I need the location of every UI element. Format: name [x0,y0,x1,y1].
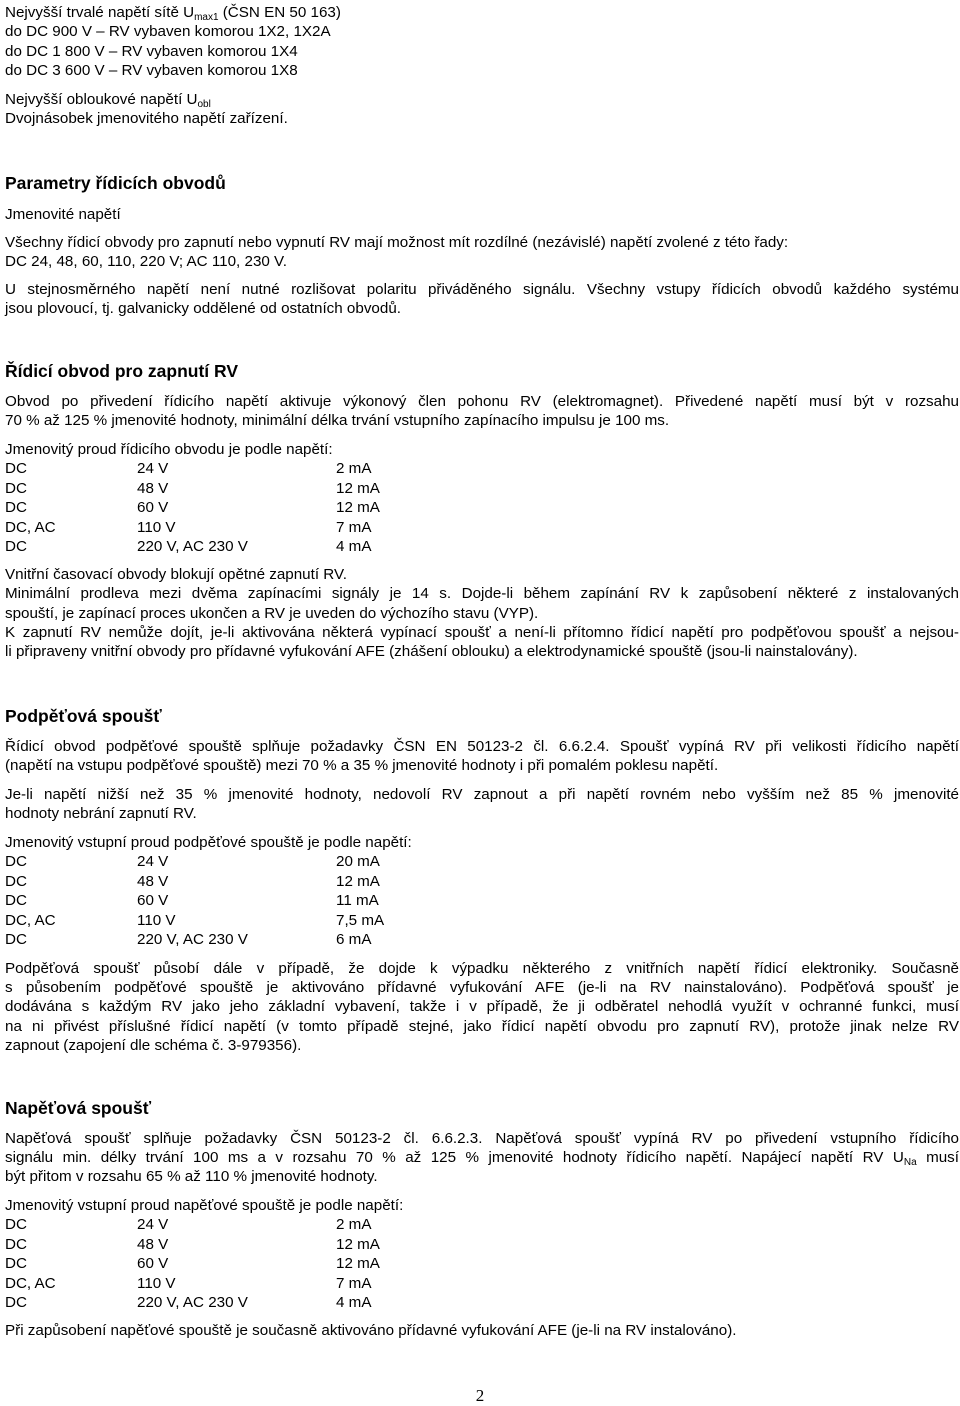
s3-current-table [5,852,525,950]
table-row: DC 220 V, AC 230 V 6 mA [5,931,372,949]
s2-paragraph-2: Vnitřní časovací obvody blokují opětné zapnutí RV. [5,566,347,583]
s1-paragraph-1-line-2: DC 24, 48, 60, 110, 220 V; AC 110, 230 V. [5,253,288,270]
s3-paragraph-2-line-2: hodnoty nebrání zapnutí RV. [5,805,197,822]
page-number: 2 [475,1386,485,1405]
table-row: DC 48 V 12 mA [5,479,380,497]
intro-line-2: do DC 900 V – RV vybaven komorou 1X2, 1X2A [5,23,331,40]
s4-table-title: Jmenovitý vstupní proud napěťové spouště je podle napětí: [5,1197,404,1214]
s2-paragraph-3-line-1: Minimální prodleva mezi dvěma zapínacími signály je 14 s. Dojde-li během zapínání RV k zapůsobení některé z instalovaných [5,585,959,602]
s3-paragraph-1-line-1: Řídicí obvod podpěťové spouště splňuje požadavky ČSN EN 50123-2 čl. 6.6.2.4. Spoušť vypíná RV při velikosti řídicího napětí [5,738,959,755]
s4-paragraph-1-line-1: Napěťová spoušť splňuje požadavky ČSN 50123-2 čl. 6.6.2.3. Napěťová spoušť vypíná RV po přivedení vstupního řídicího [5,1130,959,1147]
intro-line-1: Nejvyšší trvalé napětí sítě $U_{max1}$ (ČSN EN 50 163) [5,4,341,23]
table-row: DC, AC 110 V 7 mA [5,1274,372,1292]
section-heading-closing-circuit: Řídicí obvod pro zapnutí RV [5,361,239,381]
s1-paragraph-2-line-1: U stejnosměrného napětí není nutné rozlišovat polaritu přiváděného signálu. Všechny vstupy řídicích obvodů každého systému [5,281,959,298]
s2-current-table [5,459,525,557]
s3-paragraph-3-line-1: Podpěťová spoušť působí dále v případě, že dojde k výpadku některého z vnitřních napětí řídicí elektroniky. Současně [5,960,959,977]
table-row: DC 220 V, AC 230 V 4 mA [5,1294,372,1312]
intro-line-6: Dvojnásobek jmenovitého napětí zařízení. [5,110,288,127]
s2-paragraph-4-line-1: K zapnutí RV nemůže dojít, je-li aktivována některá vypínací spoušť a není-li přítomno řídicí napětí pro podpěťovou spoušť a nejsou- [5,624,959,641]
section-heading-shunt-release: Napěťová spoušť [5,1098,152,1118]
s2-paragraph-3-line-2: spouští, je zapínací proces ukončen a RV je uveden do výchozího stavu (VYP). [5,605,539,622]
s3-paragraph-1-line-2: (napětí na vstupu podpěťové spouště) mezi 70 % a 35 % jmenovité hodnoty i při pomalém poklesu napětí. [5,757,719,774]
table-row: DC 24 V 2 mA [5,460,372,477]
s1-paragraph-1-line-1: Všechny řídicí obvody pro zapnutí nebo vypnutí RV mají možnost mít rozdílné (nezávislé) napětí zvolené z této řady: [5,234,789,251]
s1-paragraph-2-line-2: jsou plovoucí, tj. galvanicky oddělené od ostatních obvodů. [5,300,401,317]
s3-paragraph-3-line-4: na ni přivést příslušné řídicí napětí (v tomto případě stejné, jako řídicí napětí obvodu pro zapnutí RV), protože jinak nelze RV [5,1018,959,1035]
table-row: DC 48 V 12 mA [5,1235,380,1253]
s3-paragraph-3-line-5: zapnout (zapojení dle schéma č. 3-979356). [5,1037,302,1054]
section-heading-undervoltage-release: Podpěťová spoušť [5,706,162,726]
s4-paragraph-1-line-3: být přitom v rozsahu 65 % až 110 % jmenovité hodnoty. [5,1168,378,1185]
table-row: DC, AC 110 V 7,5 mA [5,911,385,929]
s2-paragraph-1-line-1: Obvod po přivedení řídicího napětí aktivuje výkonový člen pohonu RV (elektromagnet). Přivedené napětí musí být v rozsahu [5,393,959,410]
table-row: DC 60 V 11 mA [5,892,379,910]
s2-table-title: Jmenovitý proud řídicího obvodu je podle napětí: [5,441,333,458]
s3-paragraph-2-line-1: Je-li napětí nižší než 35 % jmenovité hodnoty, nedovolí RV zapnout a při napětí rovném nebo vyšším než 85 % jmenovité [5,786,959,803]
table-row: DC 24 V 2 mA [5,1216,372,1233]
s2-paragraph-4-line-2: li připraveny vnitřní obvody pro přídavné vyfukování AFE (zhášení oblouku) a elektrodynamické spouště (jsou-li nainstalovány). [5,643,858,660]
s2-paragraph-1-line-2: 70 % až 125 % jmenovité hodnoty, minimální délka trvání vstupního zapínacího impulsu je 100 ms. [5,412,670,429]
s3-paragraph-3-line-3: dodávána s každým RV jako jeho základní vybavení, takže i v případě, že ji odběratel nehodlá využít v ochranné funkci, musí [5,998,959,1015]
s3-table-title: Jmenovitý vstupní proud podpěťové spouště je podle napětí: [5,834,412,851]
table-row: DC 48 V 12 mA [5,872,380,890]
intro-line-5: Nejvyšší obloukové napětí $U_{obl}$ [5,91,211,110]
table-row: DC 220 V, AC 230 V 4 mA [5,538,372,556]
subheading-rated-voltage: Jmenovité napětí [5,206,121,223]
intro-line-3: do DC 1 800 V – RV vybaven komorou 1X4 [5,43,298,60]
table-row: DC 60 V 12 mA [5,1255,380,1273]
table-row: DC 24 V 20 mA [5,853,380,870]
s4-current-table [5,1215,525,1313]
section-heading-control-circuits: Parametry řídicích obvodů [5,173,226,193]
table-row: DC, AC 110 V 7 mA [5,518,372,536]
s4-paragraph-1-line-2: signálu min. délky trvání 100 ms a v rozsahu 70 % až 125 % jmenovité hodnoty řídicího napětí. Napájecí napětí RV $U_{Na}$ musí [5,1149,959,1168]
s4-paragraph-2: Při zapůsobení napěťové spouště je současně aktivováno přídavné vyfukování AFE (je-li na RV instalováno). [5,1322,737,1339]
intro-line-4: do DC 3 600 V – RV vybaven komorou 1X8 [5,62,298,79]
s3-paragraph-3-line-2: s působením podpěťové spouště je aktivováno přídavné vyfukování AFE (je-li na RV nainstalováno). Podpěťová spoušť je [5,979,959,996]
table-row: DC 60 V 12 mA [5,499,380,517]
